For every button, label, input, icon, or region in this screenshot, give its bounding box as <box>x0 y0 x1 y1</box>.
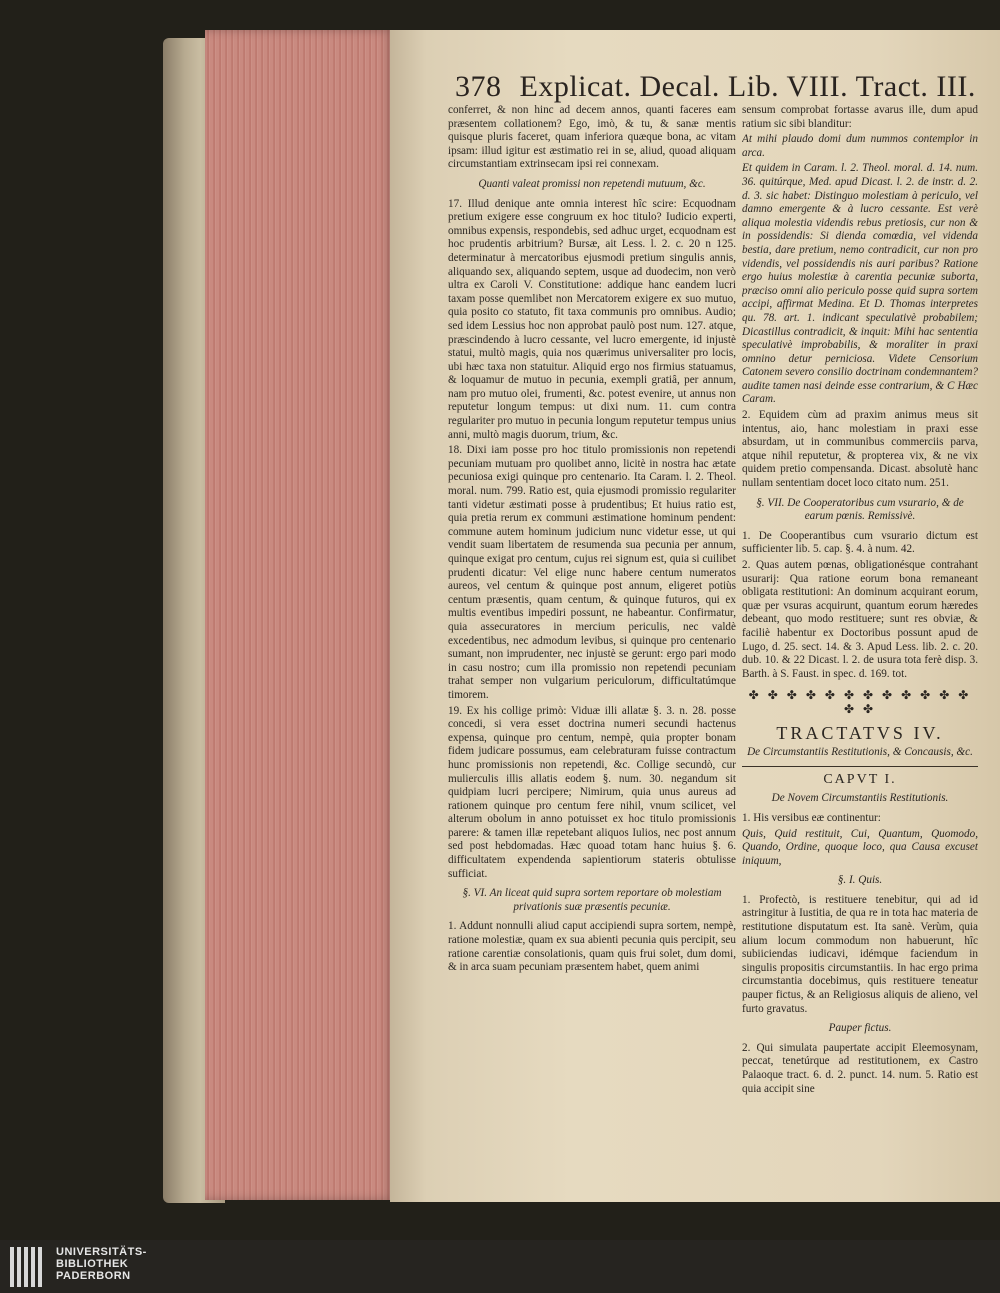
paragraph: conferret, & non hinc ad decem annos, quanti faceres eam præsentem collationem? Ego, imò, & tu, & sanæ mentis quisque pluris faceret, quam inferiora quæque bona, ac vitam ipsam: illud igitur est æstimatio rei in se, aliud, quoad aliquam circumstantiam extrinsecam ipsi rei connexam. <box>448 104 736 171</box>
section-heading: §. I. Quis. <box>837 874 883 887</box>
paragraph: Et quidem in Caram. l. 2. Theol. moral. d. 14. num. 36. quitúrque, Med. apud Dicast. l. 2. de instr. d. 2. d. 3. sic habet: Distinguo molestiam à periculo, vel damno emergente & à lucro cessante. Est verè aliqua molestia videndis rebus pretiosis, cur non & in possidendis: Si dienda comœdia, vel videnda bestia, dare pretium, nemo contradicit, cur non pro videndis, vel possidendis nis auri paribus? Ratione ergo huius molestiæ à carentia pecuniæ suborta, præciso omni alio periculo posse quid supra sortem accipi, affirmat Medina. Et D. Thomas interpretes qu. 78. art. 1. indicant speculativè probabilem; Dicastillus contradicit, & inquit: Mihi hac sententia speculativè improbabilis, & moraliter in praxi omnino detur perniciosa. Videte Censorium Catonem severo consilio doctrinam condemnantem? audite tamen nasi deinde esse contrarium, & C Hæc Caram. <box>742 162 978 406</box>
verse-quote: Quis, Quid restituit, Cui, Quantum, Quomodo, Quando, Ordine, quoque loco, qua Causa excuset iniquum, <box>742 827 978 867</box>
section-heading: §. VII. De Cooperatoribus cum vsurario, & de earum pœnis. Remissivè. <box>756 496 964 523</box>
paragraph: 17. Illud denique ante omnia interest hîc scire: Ecquodnam pretium exigere esse congruum ex hoc titulo? Iudicio experti, omnibus expensis, respondebis, sed adhuc urget, ecquodnam est hoc prudentis arbitrium? Bursæ, ait Less. l. 2. c. 20 n 125. determinatur à mercatoribus ejusmodi pretium singulis annis, aliquando sex, aliquando septem, usque ad duodecim, non verò ultra ex Caroli V. Constitutione: addique hanc eandem lucri taxam posse quemlibet non Mercatorem exigere ex suo mutuo, quia posito co statuto, fit taxa communis pro omnibus. Audio; sed idem Lessius hoc non approbat paulò post num. 127. atque, præscindendo à lucro cessante, vel lucro emergente, id injustè statui, multò magis, quia nos quærimus universaliter pro locis, ubi hæc taxa non statuitur. Aliquid ergo nos firmius statuamus, & loquamur de mutuo in pecunia, exempli gratiâ, per annum, nam pro mutuo olei, frumenti, &c. potest evenire, ut annus non reputetur longum tempus: ut dixi num. 11. cum contra regulariter pro mutuo in pecunia longum reputetur tempus unius anni, multò magis duorum, trium, &c. <box>448 197 736 441</box>
right-text-column <box>742 104 978 1098</box>
paragraph: 1. Profectò, is restituere tenebitur, qui ad id astringitur à Iustitia, de qua re in tota hac materia de restitutione disputatum est. Ita sanè. Verùm, quia alium locum commodum non habuerunt, hîc subiiciendas iudicavi, idémque faciendum in singulis propositis circumstantiis. In hac ergo prima circumstantia docebimus, quis restituere teneatur pauper fictus, & an Religiosus aliquis de alieno, vel furto gravatus. <box>742 893 978 1015</box>
divider <box>742 766 978 767</box>
paragraph: 18. Dixi iam posse pro hoc titulo promissionis non repetendi pecuniam mutuam pro quolibet anno, licitè in nostra hac ætate pecuniosa exigi quinque pro centenario. Ita Caram. l. 2. Theol. moral. num. 799. Ratio est, quia ejusmodi promissio regulariter tanti videtur æstimati posse à prudentibus; Et huius ratio est, quia pretia rerum ex communi æstimatione hominum pendent: commune autem hominum judicium nunc videtur esse, ut qui vendit suam libertatem de resumenda sua pecunia per annum, quinque exigat pro centum, cujus rei signum est, quia si cuilibet prudenti dicatur: Vel elige nunc habere centum numeratos aureos, vel centum & quinque post annum, eligeret potiùs centum præsentis, quam centum, & quinque futuros, qui ex multis eventibus impediri possunt, ne habeantur. Confirmatur, quia assecuratores in mercium periculis, nec valdè excedentibus, nec admodum levibus, si quinque pro centenario sumant, non imprudenter, nec injustè se gerunt: ergo pari modo in casu nostro; cum illa promissio non repetendi pecuniam trahat semper non vulgarium periculorum, difficultatúmque timorem. <box>448 444 736 701</box>
ornament-band: ✤ ✤ ✤ ✤ ✤ ✤ ✤ ✤ ✤ ✤ ✤ ✤ ✤ ✤ <box>748 688 972 716</box>
library-logo-icon <box>10 1247 50 1287</box>
paragraph: 2. Equidem cùm ad praxim animus meus sit intentus, aio, hanc molestiam in praxi esse absurdam, ut in communibus commerciis parva, atque nihil reputetur, & propterea vix, & ne vix quidem pretio compensanda. Dicast. absolutè hanc nullam sententiam docet loco citato num. 251. <box>742 409 978 490</box>
library-name-line1: UNIVERSITÄTS- <box>56 1246 147 1258</box>
paragraph: 2. Qui simulata paupertate accipit Eleemosynam, peccat, tenetúrque ad restitutionem, ex Castro Palaoque tract. 6. d. 2. punct. 14. num. 5. Ratio est quia accipit sine <box>742 1041 978 1095</box>
tractatus-title: TRACTATVS IV. <box>776 722 944 743</box>
paragraph: 1. His versibus eæ continentur: <box>742 811 881 824</box>
caput-subtitle: De Novem Circumstantiis Restitutionis. <box>771 792 949 805</box>
library-name-line2: BIBLIOTHEK <box>56 1258 129 1270</box>
paragraph: 19. Ex his collige primò: Viduæ illi allatæ §. 3. n. 28. posse concedi, si vera esset doctrina numeri secundi hactenus expensa, quinque pro centum, nempè, quia propter bonam fidem judicare possumus, eam celebraturam fuisse contractum hunc promissionis non repetendi, &c. Collige secundò, cur mulierculis illis allatis eodem §. num. 30. negandum sit quidpiam lucri percipere; Nimirum, quia unus aureus ad rationem quinque pro centum fere nihil, vnum scilicet, vel alterum obolum in anno potuisset ex hoc titulo promissionis parere: & tamen illæ repetebant aliquos Iulios, nec post annum sed post hebdomadas. Hæc quoad totam hanc huius §. 6. difficultatem expendenda sapientiorum stateris obtulisse sufficiat. <box>448 704 736 880</box>
verse-quote: At mihi plaudo domi dum nummos contemplor in arca. <box>742 133 978 159</box>
paragraph: 2. Quas autem pœnas, obligationésque contrahant usurarij: Qua ratione eorum bona remaneant obligata restitutioni: An dominum acquirant eorum, quæ per vsuras acquirunt, quantum eorum hæredes debeant, quo modo restituere; sunt res obviæ, & faciliè habentur ex Doctoribus possunt apud de Lugo, d. 25. sect. 14. & 3. Apud Less. lib. 2. c. 20. dub. 10. & 22 Dicast. l. 2. de usura tota ferè disp. 3. Barth. à S. Faust. in spec. d. 169. tot. <box>742 559 978 680</box>
page-number: 378 <box>455 70 502 103</box>
library-name-line3: PADERBORN <box>56 1270 131 1282</box>
caput-heading: CAPVT I. <box>823 771 897 787</box>
section-heading: Pauper fictus. <box>828 1022 892 1035</box>
paragraph: 1. De Cooperantibus cum vsurario dictum est sufficienter lib. 5. cap. §. 4. à num. 42. <box>742 529 978 556</box>
section-heading: §. VI. An liceat quid supra sortem reportare ob molestiam privationis suæ præsentis pecuniæ. <box>462 887 722 913</box>
section-heading: Quanti valeat promissi non repetendi mutuum, &c. <box>478 177 706 190</box>
footer-bar <box>0 1240 1000 1293</box>
paragraph: sensum comprobat fortasse avarus ille, dum apud ratium sic sibi blanditur: <box>742 104 978 130</box>
page-block-edge <box>205 30 395 1200</box>
paragraph: 1. Addunt nonnulli aliud caput accipiendi supra sortem, nempè, ratione molestiæ, quam ex sua abienti pecunia quis percipit, seu ratione carentiæ consolationis, quam quis frui solet, dum domi, & in arca suam pecuniam præsentem habet, quem animi <box>448 920 736 974</box>
library-name <box>56 1246 147 1282</box>
tractatus-subtitle: De Circumstantiis Restitutionis, & Concausis, &c. <box>747 746 973 759</box>
left-text-column <box>448 104 736 977</box>
running-title: Explicat. Decal. Lib. VIII. Tract. III. <box>519 70 976 103</box>
